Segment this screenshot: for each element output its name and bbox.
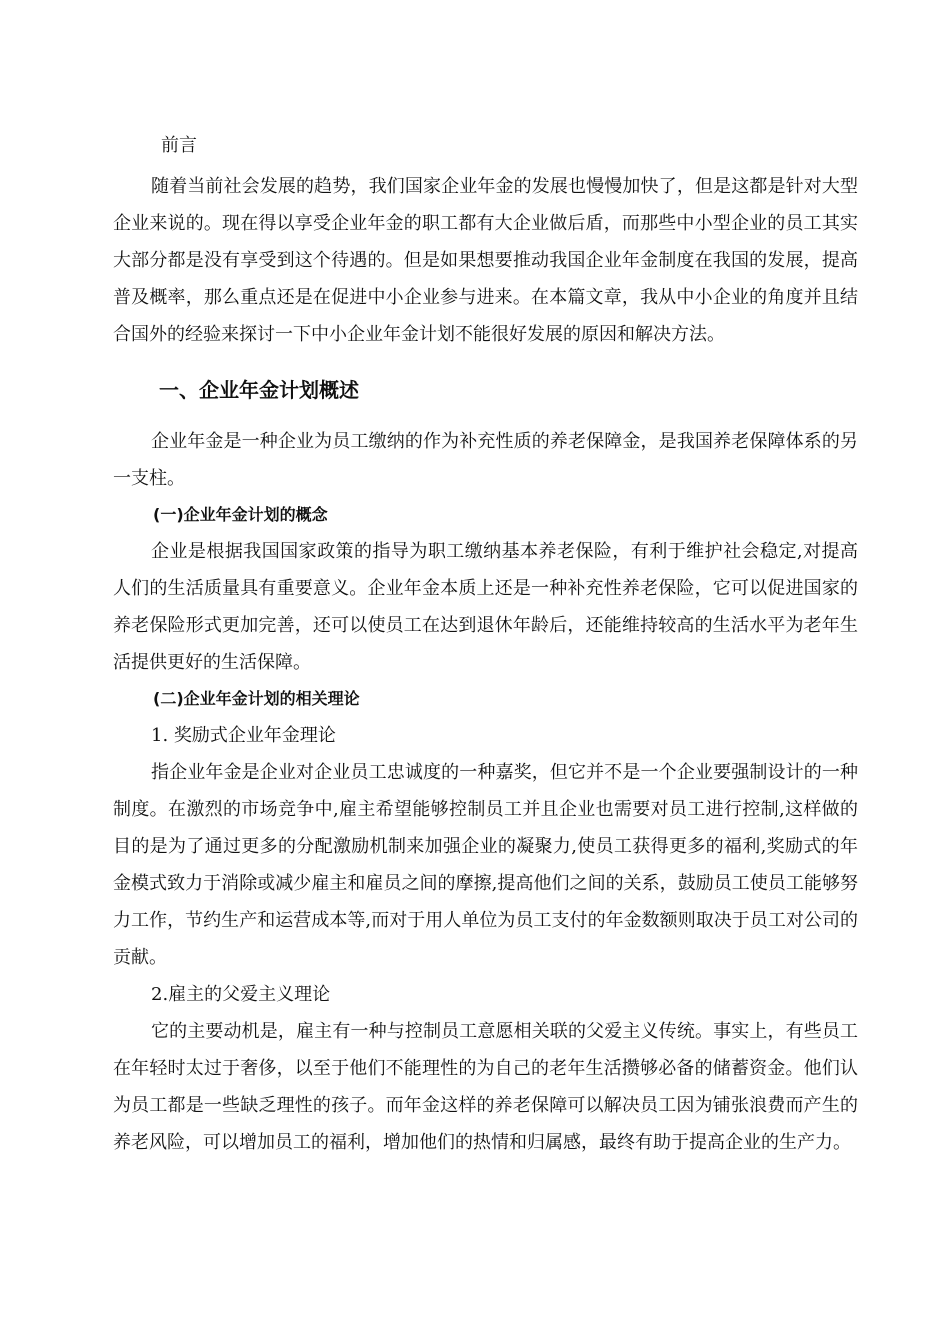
section-intro-paragraph: 企业年金是一种企业为员工缴纳的作为补充性质的养老保障金，是我国养老保障体系的另一支柱。: [113, 431, 858, 489]
preface-title: 前言: [161, 135, 197, 156]
subsection-heading-theories: (二)企业年金计划的相关理论: [153, 689, 360, 708]
preface-paragraph: 随着当前社会发展的趋势，我们国家企业年金的发展也慢慢加快了，但是这都是针对大型企业来说的。现在得以享受企业年金的职工都有大企业做后盾，而那些中小型企业的员工其实大部分都是没有享受到这个待遇的。但是如果想要推动我国企业年金制度在我国的发展，提高普及概率，那么重点还是在促进中小企业参与进来。在本篇文章，我从中小企业的角度并且结合国外的经验来探讨一下中小企业年金计划不能很好发展的原因和解决方法。: [113, 176, 858, 345]
theory-heading-reward: 1. 奖励式企业年金理论: [151, 725, 336, 746]
concept-paragraph: 企业是根据我国国家政策的指导为职工缴纳基本养老保险，有利于维护社会稳定,对提高人们的生活质量具有重要意义。企业年金本质上还是一种补充性养老保险，它可以促进国家的养老保险形式更加完善，还可以使员工在达到退休年龄后，还能维持较高的生活水平为老年生活提供更好的生活保障。: [113, 541, 858, 673]
subsection-heading-concept: (一)企业年金计划的概念: [153, 505, 328, 524]
theory-heading-paternalism: 2.雇主的父爱主义理论: [151, 984, 331, 1005]
section-heading-1: 一、企业年金计划概述: [159, 378, 359, 402]
theory-paragraph-reward: 指企业年金是企业对企业员工忠诚度的一种嘉奖，但它并不是一个企业要强制设计的一种制度。在激烈的市场竞争中,雇主希望能够控制员工并且企业也需要对员工进行控制,这样做的目的是为了通过更多的分配激励机制来加强企业的凝聚力,使员工获得更多的福利,奖励式的年金模式致力于消除或减少雇主和雇员之间的摩擦,提高他们之间的关系，鼓励员工使员工能够努力工作，节约生产和运营成本等,而对于用人单位为员工支付的年金数额则取决于员工对公司的贡献。: [113, 762, 858, 968]
theory-paragraph-paternalism: 它的主要动机是，雇主有一种与控制员工意愿相关联的父爱主义传统。事实上，有些员工在年轻时太过于奢侈，以至于他们不能理性的为自己的老年生活攒够必备的储蓄资金。他们认为员工都是一些缺乏理性的孩子。而年金这样的养老保障可以解决员工因为铺张浪费而产生的养老风险，可以增加员工的福利，增加他们的热情和归属感，最终有助于提高企业的生产力。: [113, 1021, 858, 1153]
